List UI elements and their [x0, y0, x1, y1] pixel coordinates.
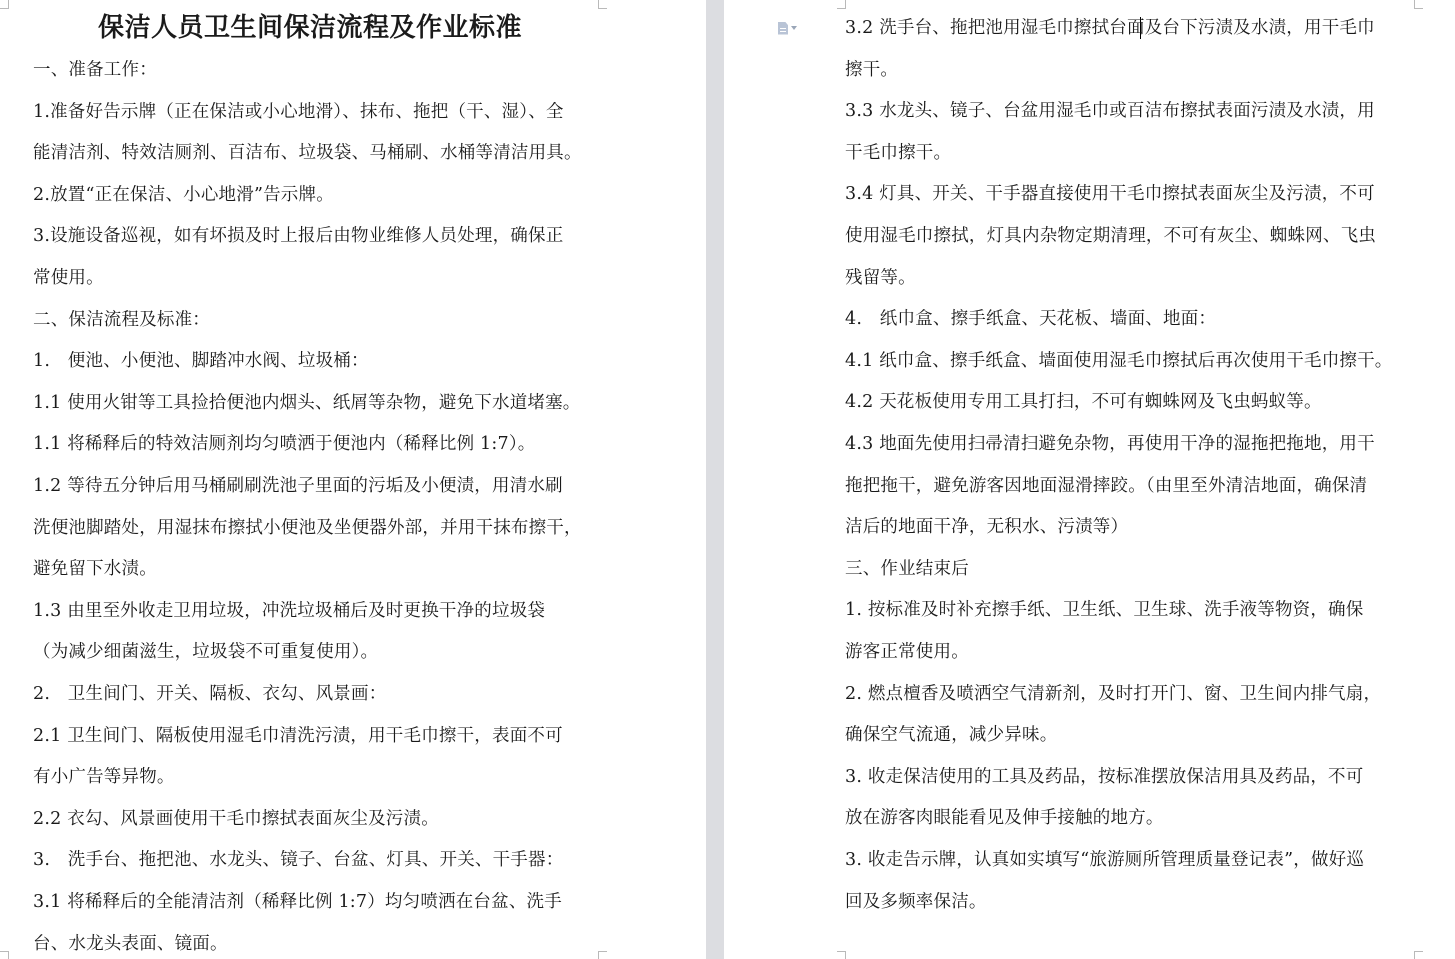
document-title: 保洁人员卫生间保洁流程及作业标准 [97, 13, 522, 43]
text-line: 4. 纸巾盒、擦手纸盒、天花板、墙面、地面： [845, 309, 1217, 330]
text-line: 4.2 天花板使用专用工具打扫，不可有蜘蛛网及飞虫蚂蚁等。 [845, 392, 1322, 413]
text-line: 2.放置“正在保洁、小心地滑”告示牌。 [33, 184, 334, 205]
text-line: 1. 便池、小便池、脚踏冲水阀、垃圾桶： [33, 351, 369, 372]
page-corner-mark [0, 0, 9, 9]
document-page-right[interactable] [724, 0, 1455, 959]
text-line: 1.2 等待五分钟后用马桶刷刷洗池子里面的污垢及小便渍，用清水刷 [33, 476, 563, 496]
text-line: 1.3 由里至外收走卫用垃圾，冲洗垃圾桶后及时更换干净的垃圾袋 [33, 600, 546, 621]
page-corner-mark [837, 951, 846, 959]
text-line: 2.1 卫生间门、隔板使用湿毛巾清洗污渍，用干毛巾擦干，表面不可 [33, 725, 563, 746]
text-line: 三、作业结束后 [845, 558, 969, 579]
text-line: 3.1 将稀释后的全能清洁剂（稀释比例 1:7）均匀喷洒在台盆、洗手 [33, 892, 562, 912]
text-line: 3.4 灯具、开关、干手器直接使用干毛巾擦拭表面灰尘及污渍，不可 [845, 184, 1375, 205]
text-line: 1. 按标准及时补充擦手纸、卫生纸、卫生球、洗手液等物资，确保 [845, 600, 1364, 621]
page-gutter [706, 0, 724, 959]
chevron-down-icon [791, 26, 797, 30]
text-line: 洗便池脚踏处，用湿抹布擦拭小便池及坐便器外部，并用干抹布擦干， [33, 517, 582, 538]
text-line: 洁后的地面干净，无积水、污渍等） [845, 517, 1129, 538]
text-line: 二、保洁流程及标准： [33, 309, 210, 330]
text-line: 3. 收走告示牌，认真如实填写“旅游厕所管理质量登记表”，做好巡 [845, 850, 1365, 870]
text-line: 3.设施设备巡视，如有坏损及时上报后由物业维修人员处理，确保正 [33, 226, 564, 247]
text-line: 3. 收走保洁使用的工具及药品，按标准摆放保洁用具及药品，不可 [845, 766, 1364, 787]
text-line: 一、准备工作： [33, 60, 157, 80]
text-line: 1.准备好告示牌（正在保洁或小心地滑）、抹布、拖把（干、湿）、全 [33, 101, 564, 122]
page-corner-mark [1414, 0, 1423, 9]
text-line: 4.1 纸巾盒、擦手纸盒、墙面使用湿毛巾擦拭后再次使用干毛巾擦干。 [845, 350, 1393, 371]
text-line: 使用湿毛巾擦拭，灯具内杂物定期清理，不可有灰尘、蜘蛛网、飞虫 [845, 226, 1376, 246]
text-line: 2. 卫生间门、开关、隔板、衣勾、风景画： [33, 684, 387, 704]
document-page-left[interactable] [0, 0, 706, 959]
text-line: 拖把拖干，避免游客因地面湿滑摔跤。（由里至外清洁地面，确保清 [845, 475, 1368, 496]
text-line: （为减少细菌滋生，垃圾袋不可重复使用）。 [33, 642, 379, 663]
page-corner-mark [0, 951, 9, 959]
page-corner-mark [837, 0, 846, 9]
text-line: 擦干。 [845, 59, 899, 80]
page-corner-mark [598, 951, 607, 959]
text-line: 3.3 水龙头、镜子、台盆用湿毛巾或百洁布擦拭表面污渍及水渍，用 [845, 101, 1375, 122]
text-line: 2.2 衣勾、风景画使用干毛巾擦拭表面灰尘及污渍。 [33, 808, 439, 829]
text-line: 能清洁剂、特效洁厕剂、百洁布、垃圾袋、马桶刷、水桶等清洁用具。 [33, 143, 582, 164]
text-line: 3. 洗手台、拖把池、水龙头、镜子、台盆、灯具、开关、干手器： [33, 850, 564, 871]
text-line: 3.2 洗手台、拖把池用湿毛巾擦拭台面及台下污渍及水渍，用干毛巾 [845, 18, 1375, 38]
text-line: 放在游客肉眼能看见及伸手接触的地方。 [845, 808, 1164, 829]
text-line: 回及多频率保洁。 [845, 891, 987, 912]
text-line: 有小广告等异物。 [33, 767, 175, 788]
document-icon [778, 22, 788, 35]
text-line: 残留等。 [845, 267, 916, 288]
text-line: 游客正常使用。 [845, 642, 969, 662]
text-line: 确保空气流通，减少异味。 [845, 725, 1058, 746]
text-line: 台、水龙头表面、镜面。 [33, 933, 228, 954]
text-line: 2. 燃点檀香及喷洒空气清新剂，及时打开门、窗、卫生间内排气扇， [845, 683, 1382, 704]
page-corner-mark [1414, 951, 1423, 959]
text-line: 干毛巾擦干。 [845, 142, 952, 163]
paragraph-menu-icon[interactable] [778, 20, 806, 36]
text-line: 4.3 地面先使用扫帚清扫避免杂物，再使用干净的湿拖把拖地，用干 [845, 434, 1375, 454]
text-line: 1.1 使用火钳等工具捡拾便池内烟头、纸屑等杂物，避免下水道堵塞。 [33, 392, 581, 413]
text-line: 避免留下水渍。 [33, 559, 157, 580]
text-line: 常使用。 [33, 268, 104, 288]
text-line: 1.1 将稀释后的特效洁厕剂均匀喷洒于便池内（稀释比例 1:7）。 [33, 434, 536, 455]
